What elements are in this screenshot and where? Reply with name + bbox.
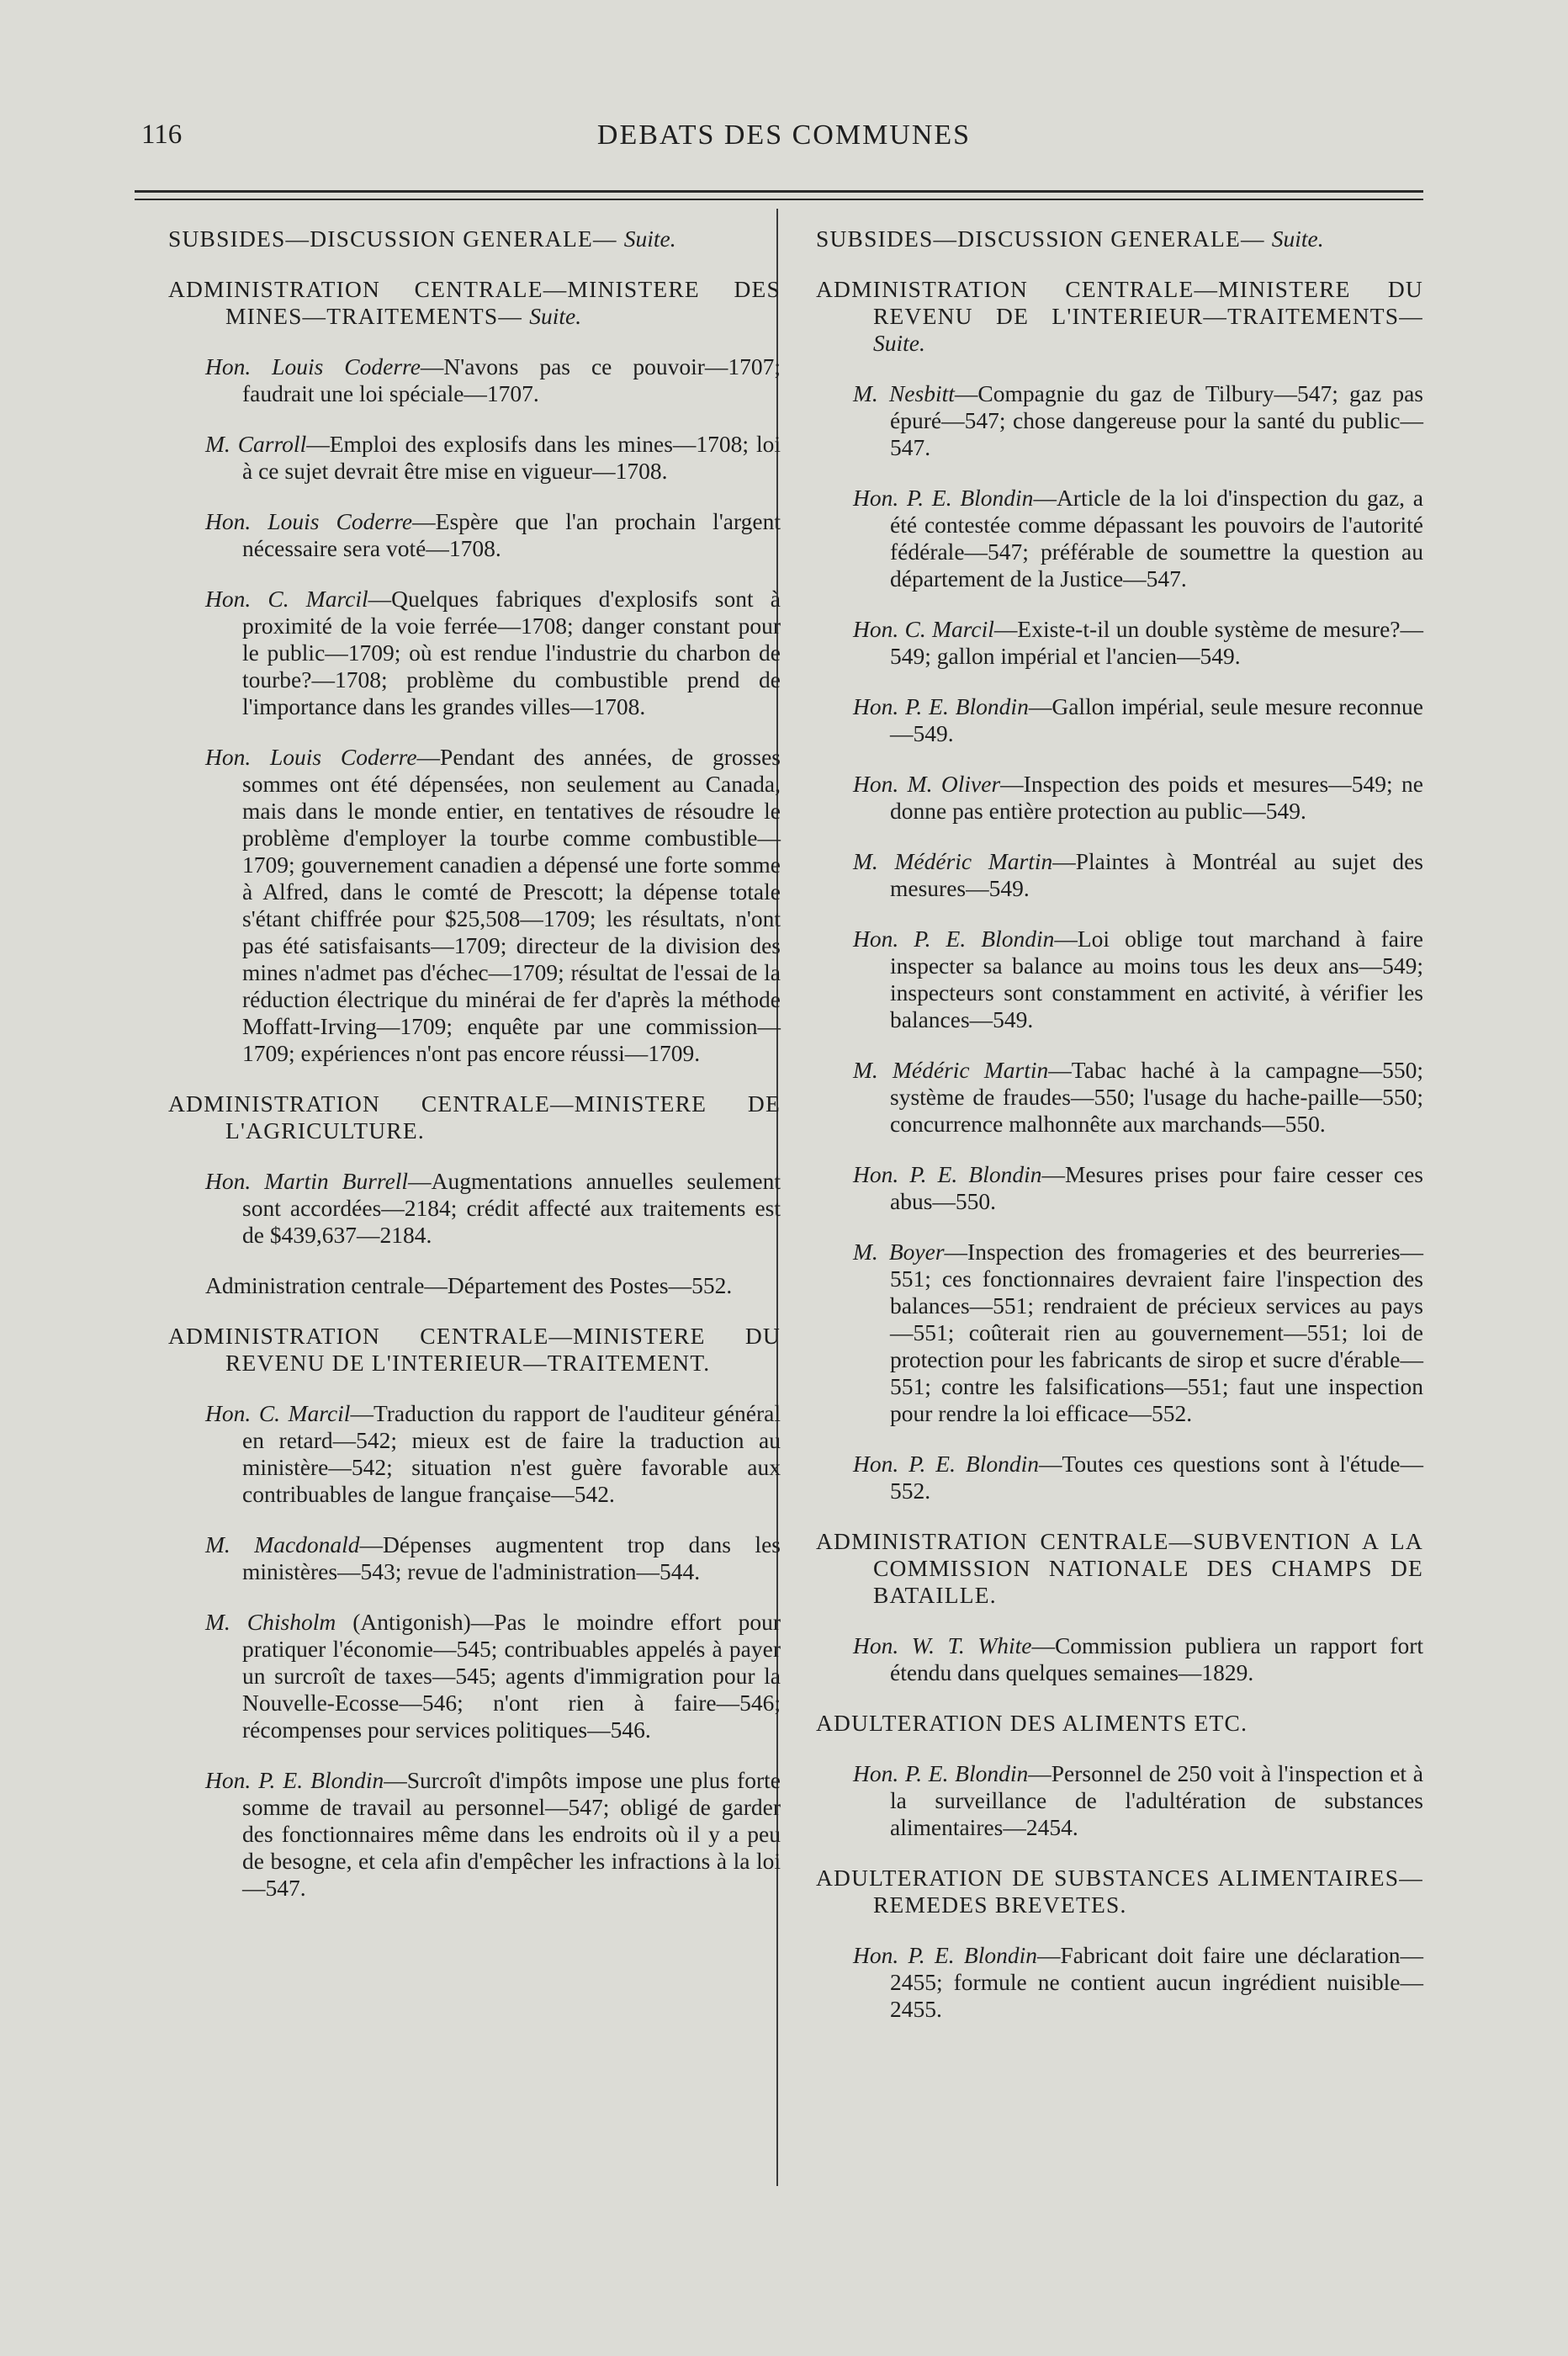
speaker-name: M. Macdonald (205, 1531, 360, 1557)
index-entry (205, 431, 781, 485)
heading-suite: Suite. (623, 226, 676, 252)
speaker-name: Hon. P. E. Blondin (853, 926, 1055, 952)
speaker-name: Hon. Martin Burrell (205, 1168, 409, 1194)
index-entry (205, 1168, 781, 1249)
speaker-name: Hon. C. Marcil (853, 616, 994, 642)
index-entry (853, 616, 1423, 670)
speaker-name: Hon. Louis Coderre (205, 508, 413, 534)
entry-text: —Gallon impérial, seule mesure reconnue—549. (890, 693, 1423, 746)
speaker-name: Hon. P. E. Blondin (853, 693, 1029, 719)
speaker-name: Hon. P. E. Blondin (853, 1942, 1037, 1968)
speaker-name: Hon. C. Marcil (205, 1400, 351, 1426)
entry-text: —Article de la loi d'inspection du gaz, a été contestée comme dépassant les pouvoirs de l'autorité fédérale—547; préférable de soumettre la question au département de la Justice—547. (890, 485, 1423, 592)
entry-text: —Inspection des fromageries et des beurreries—551; ces fonctionnaires devraient faire l'inspection des balances—551; rendraient de précieux services au pays—551; coûterait rien au gouvernement—551; loi de protection pour les fabricants de sirop et sucre d'érable—551; contre les falsifications—551; faut une inspection pour rendre la loi efficace—552. (890, 1239, 1423, 1426)
speaker-name: M. Chisholm (205, 1609, 336, 1635)
entry-text: —Pendant des années, de grosses sommes ont été dépensées, non seulement au Canada, mais dans le monde entier, en tentatives de résoudre le problème d'employer la tourbe comme combustible—1709; gouvernement canadien a dépensé une forte somme à Alfred, dans le comté de Prescott; la dépense totale s'étant chiffrée pour $25,508—1709; les résultats, n'ont pas été satisfaisants—1709; directeur de la division des mines n'admet pas d'échec—1709; résultat de l'essai de la réduction électrique du minérai de fer d'après la méthode Moffatt-Irving—1709; enquête par une commission—1709; expériences n'ont pas encore réussi—1709. (242, 744, 781, 1066)
section-heading (816, 1865, 1423, 1918)
entry-text: —Inspection des poids et mesures—549; ne donne pas entière protection au public—549. (890, 771, 1424, 824)
entry-text: —Augmentations annuelles seulement sont accordées—2184; crédit affecté aux traitements est de $439,637—2184. (242, 1168, 781, 1248)
entry-text: —Espère que l'an prochain l'argent nécessaire sera voté—1708. (242, 508, 781, 561)
header-rule-bottom (135, 199, 1423, 200)
index-entry (853, 485, 1423, 592)
entry-text: —Existe-t-il un double système de mesure?—549; gallon impérial et l'ancien—549. (890, 616, 1423, 669)
speaker-name: M. Médéric Martin (853, 848, 1053, 874)
heading-text: ADMINISTRATION CENTRALE—MINISTERE DU REVENU DE L'INTERIEUR—TRAITEMENTS— (816, 276, 1423, 329)
entry-text: —Emploi des explosifs dans les mines—1708; loi à ce sujet devrait être mise en vigueur—1708. (242, 431, 781, 484)
section-heading (168, 1323, 781, 1377)
entry-text: (Antigonish)—Pas le moindre effort pour pratiquer l'économie—545; contribuables appelés à payer un surcroît de taxes—545; agents d'immigration pour la Nouvelle-Ecosse—546; n'ont rien à faire—546; récompenses pour services politiques—546. (242, 1609, 781, 1743)
heading-text: SUBSIDES—DISCUSSION GENERALE— (816, 226, 1265, 252)
entry-text: —Traduction du rapport de l'auditeur général en retard—542; mieux est de faire la traduction au ministère—542; situation n'est guère favorable aux contribuables de langue française—542. (242, 1400, 781, 1507)
heading-suite: Suite. (873, 330, 925, 356)
heading-suite: Suite. (529, 303, 582, 329)
speaker-name: Hon. P. E. Blondin (853, 1760, 1029, 1786)
heading-suite: Suite. (1271, 226, 1324, 252)
heading-text: ADMINISTRATION CENTRALE—SUBVENTION A LA COMMISSION NATIONALE DES CHAMPS DE BATAILLE. (816, 1528, 1423, 1608)
index-entry (853, 1632, 1423, 1686)
index-entry (853, 1451, 1423, 1504)
index-entry (205, 1400, 781, 1508)
index-entry (853, 380, 1423, 461)
index-entry (205, 1272, 781, 1299)
section-heading (168, 1090, 781, 1144)
index-entry (205, 744, 781, 1067)
speaker-name: M. Boyer (853, 1239, 945, 1265)
left-column (168, 226, 781, 1925)
speaker-name: Hon. C. Marcil (205, 586, 368, 612)
entry-text: —N'avons pas ce pouvoir—1707; faudrait une loi spéciale—1707. (242, 353, 781, 406)
index-entry (853, 693, 1423, 747)
entry-text: —Quelques fabriques d'explosifs sont à proximité de la voie ferrée—1708; danger constant pour le public—1709; où est rendue l'industrie du charbon de tourbe?—1708; problème du combustible prend de l'importance dans les grandes villes—1708. (242, 586, 781, 719)
entry-text: —Plaintes à Montréal au sujet des mesures—549. (890, 848, 1424, 901)
entry-text: —Fabricant doit faire une déclaration—2455; formule ne contient aucun ingrédient nuisible—2455. (890, 1942, 1423, 2022)
speaker-name: M. Carroll (205, 431, 307, 457)
index-entry (853, 771, 1423, 825)
heading-text: SUBSIDES—DISCUSSION GENERALE— (168, 226, 617, 252)
index-entry (853, 1161, 1423, 1215)
speaker-name: Hon. P. E. Blondin (853, 485, 1034, 511)
right-column (816, 226, 1423, 2046)
index-entry (853, 1239, 1423, 1427)
speaker-name: Hon. Louis Coderre (205, 744, 417, 770)
speaker-name: Hon. P. E. Blondin (205, 1767, 384, 1793)
heading-text: ADULTERATION DES ALIMENTS ETC. (816, 1710, 1248, 1736)
index-entry (205, 508, 781, 562)
entry-text: —Tabac haché à la campagne—550; système de fraudes—550; l'usage du hache-paille—550; concurrence malhonnête aux marchands—550. (890, 1057, 1423, 1137)
speaker-name: M. Médéric Martin (853, 1057, 1049, 1083)
index-entry (205, 1531, 781, 1585)
entry-text: —Surcroît d'impôts impose une plus forte somme de travail au personnel—547; obligé de garder des fonctionnaires même dans les endroits où il y a peu de besogne, et cela afin d'empêcher les infractions à la loi—547. (242, 1767, 781, 1901)
entry-text: —Toutes ces questions sont à l'étude—552. (890, 1451, 1423, 1504)
entry-text: —Commission publiera un rapport fort étendu dans quelques semaines—1829. (890, 1632, 1424, 1685)
header-rule-top (135, 190, 1423, 193)
section-heading (816, 276, 1423, 357)
entry-text: —Dépenses augmentent trop dans les ministères—543; revue de l'administration—544. (242, 1531, 781, 1584)
index-entry (205, 1609, 781, 1743)
entry-text: Administration centrale—Département des Postes—552. (205, 1272, 733, 1298)
heading-text: ADULTERATION DE SUBSTANCES ALIMENTAIRES—REMEDES BREVETES. (816, 1865, 1423, 1918)
speaker-name: Hon. M. Oliver (853, 771, 1001, 797)
index-entry (853, 848, 1423, 902)
entry-text: —Personnel de 250 voit à l'inspection et à la surveillance de l'adultération de substances alimentaires—2454. (890, 1760, 1423, 1840)
index-entry (853, 1057, 1423, 1138)
index-entry (853, 1942, 1423, 2023)
heading-text: ADMINISTRATION CENTRALE—MINISTERE DU REVENU DE L'INTERIEUR—TRAITEMENT. (168, 1323, 781, 1376)
speaker-name: Hon. P. E. Blondin (853, 1451, 1040, 1477)
index-entry (205, 1767, 781, 1902)
speaker-name: Hon. P. E. Blondin (853, 1161, 1042, 1187)
section-heading (168, 226, 781, 252)
speaker-name: M. Nesbitt (853, 380, 955, 406)
section-heading (168, 276, 781, 330)
heading-text: ADMINISTRATION CENTRALE—MINISTERE DE L'AGRICULTURE. (168, 1090, 781, 1144)
speaker-name: Hon. W. T. White (853, 1632, 1032, 1658)
section-heading (816, 1528, 1423, 1609)
page-number: 116 (141, 119, 183, 150)
entry-text: —Compagnie du gaz de Tilbury—547; gaz pas épuré—547; chose dangereuse pour la santé du public—547. (890, 380, 1423, 460)
running-head: DEBATS DES COMMUNES (596, 119, 972, 151)
section-heading (816, 226, 1423, 252)
section-heading (816, 1710, 1423, 1737)
speaker-name: Hon. Louis Coderre (205, 353, 421, 379)
entry-text: —Loi oblige tout marchand à faire inspecter sa balance au moins tous les deux ans—549; inspecteurs sont constamment en activité, à vérifier les balances—549. (890, 926, 1423, 1032)
index-entry (205, 353, 781, 407)
index-entry (853, 926, 1423, 1033)
index-entry (853, 1760, 1423, 1841)
index-entry (205, 586, 781, 720)
heading-text: ADMINISTRATION CENTRALE—MINISTERE DES MINES—TRAITEMENTS— (168, 276, 781, 329)
entry-text: —Mesures prises pour faire cesser ces abus—550. (890, 1161, 1423, 1214)
